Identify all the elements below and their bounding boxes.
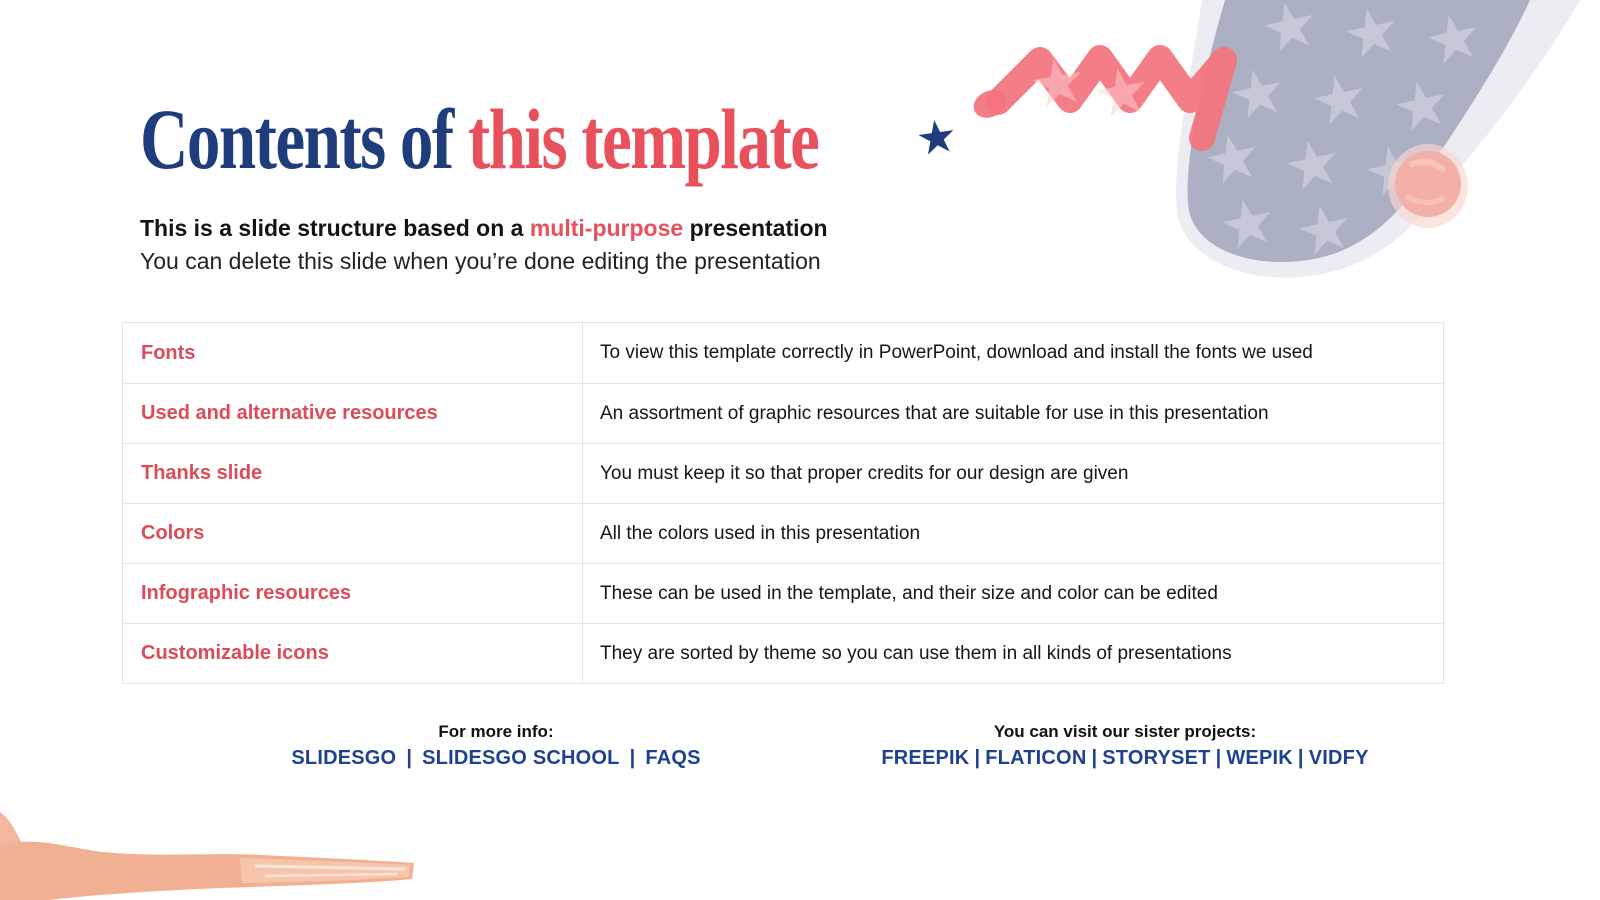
table-row [123,623,1443,683]
row-description: All the colors used in this presentation [600,522,921,544]
row-label: Thanks slide [123,444,583,503]
link-freepik[interactable]: FREEPIK [881,747,970,769]
page-title [140,91,819,187]
separator: | [1091,747,1098,769]
peach-brush-art [0,800,460,900]
footer-left-heading: For more info: [438,722,554,741]
star-icon: ★ [912,108,961,166]
footer-right-links [875,747,1375,770]
subtitle-tail: presentation [683,215,828,241]
link-storyset[interactable]: STORYSET [1102,747,1211,769]
subtitle-line1 [140,212,828,245]
table-row [123,323,1443,383]
row-label: Infographic resources [123,564,583,623]
table-row [123,503,1443,563]
subtitle-line2: You can delete this slide when you’re done editing the presentation [140,248,821,274]
row-label: Fonts [123,323,583,383]
link-slidesgo[interactable]: SLIDESGO [291,747,397,769]
watercolor-flag-decoration [940,0,1600,300]
title-blue-text: Contents of [140,91,468,187]
footer-sister-projects [875,722,1375,770]
contents-table [122,322,1444,684]
subtitle-highlight: multi-purpose [529,215,684,241]
subtitle-lead: This is a slide structure based on a [140,215,530,241]
subtitle [140,212,828,278]
link-vidfy[interactable]: VIDFY [1308,747,1369,769]
row-label: Customizable icons [123,624,583,683]
row-description: To view this template correctly in PowerPoint, download and install the fonts we used [600,342,1313,363]
row-description: You must keep it so that proper credits for our design are given [600,462,1129,484]
row-description: An assortment of graphic resources that are suitable for use in this presentation [600,402,1269,424]
link-slidesgo-school[interactable]: SLIDESGO SCHOOL [422,747,620,769]
row-description: These can be used in the template, and their size and color can be edited [600,582,1218,604]
table-row [123,383,1443,443]
separator: | [1297,747,1304,769]
table-row [123,563,1443,623]
link-flaticon[interactable]: FLATICON [985,747,1087,769]
footer-right-heading: You can visit our sister projects: [993,722,1257,741]
separator: | [629,747,636,769]
row-label: Used and alternative resources [123,384,583,443]
separator: | [406,747,413,769]
separator: | [1215,747,1222,769]
row-label: Colors [123,504,583,563]
link-faqs[interactable]: FAQS [645,747,701,769]
flag-wash-squiggle-art [940,0,1600,300]
row-description: They are sorted by theme so you can use them in all kinds of presentations [600,642,1232,664]
footer-more-info [246,722,746,770]
title-red-text: this template [467,91,819,187]
peach-brush-decoration [0,800,460,900]
footer-left-links [246,747,746,770]
link-wepik[interactable]: WEPIK [1226,747,1293,769]
table-row [123,443,1443,503]
separator: | [974,747,981,769]
